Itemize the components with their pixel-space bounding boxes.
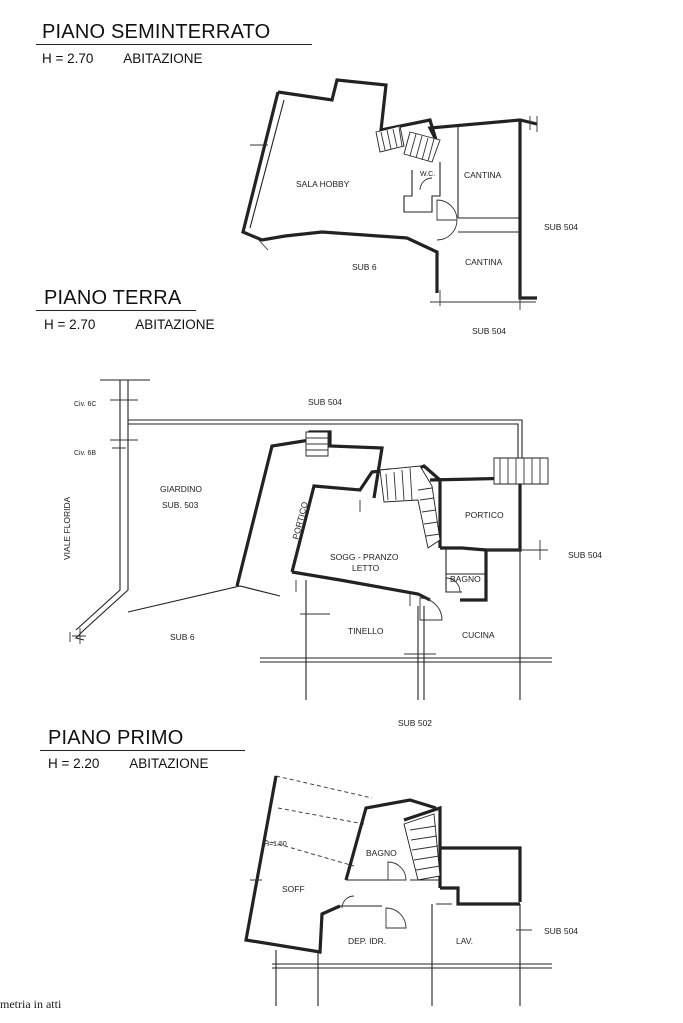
room-label-portico: PORTICO [290,500,310,541]
room-label-tinello: TINELLO [348,626,384,636]
room-label-bagno: BAGNO [450,574,481,584]
neighbour-label-sub-502: SUB 502 [398,718,433,728]
partition [276,904,520,1006]
floor-use: ABITAZIONE [129,756,209,771]
door-swing [386,908,406,928]
civic-number-6c: Civ. 6C [74,401,97,408]
floor-height: H = 2.20 [48,756,100,771]
civic-number-6b: Civ. 6B [74,450,97,457]
room-label-sub-503: SUB. 503 [162,500,199,510]
room-label-cantina: CANTINA [464,170,502,180]
boundary-line [272,964,552,968]
footer-note: metria in atti [0,997,62,1011]
neighbour-label-sub-6: SUB 6 [170,632,195,642]
stair-block [404,814,440,880]
floor-height: H = 2.70 [42,51,94,66]
room-label-letto: LETTO [352,563,380,573]
floor-height: H = 2.70 [44,317,96,332]
floor-title-primo: PIANO PRIMO [48,727,184,749]
room-label-sala-hobby: SALA HOBBY [296,179,350,189]
roof-slope-dashed [264,776,372,866]
neighbour-label-sub-504: SUB 504 [544,926,579,936]
room-label-lav: LAV. [456,936,474,946]
neighbour-label-sub-504: SUB 504 [308,397,343,407]
room-label-giardino: GIARDINO [160,484,203,494]
neighbour-label-sub-504: SUB 504 [544,222,579,232]
room-label-dep-idr: DEP. IDR. [348,936,387,946]
wall-outline [440,848,520,904]
room-label-wc: W.C. [420,171,436,178]
height-note: H=1.50 [264,841,287,848]
wall-outline [246,776,340,952]
room-label-sogg-pranzo: SOGG - PRANZO [330,552,399,562]
room-label-cucina: CUCINA [462,630,495,640]
room-label-bagno: BAGNO [366,848,397,858]
neighbour-label-sub-504: SUB 504 [472,326,507,336]
neighbour-label-sub-504: SUB 504 [568,550,603,560]
neighbour-label-sub-6: SUB 6 [352,262,377,272]
street-label-viale-florida: VIALE FLORIDA [62,496,72,560]
door-swing [388,862,406,880]
room-label-soff: SOFF [282,884,305,894]
partition [340,880,440,906]
floor-title-terra: PIANO TERRA [44,287,182,309]
floor-use: ABITAZIONE [123,51,203,66]
room-label-portico: PORTICO [465,510,504,520]
floor-title-seminterrato: PIANO SEMINTERRATO [42,21,271,43]
floor-use: ABITAZIONE [135,317,215,332]
room-label-cantina: CANTINA [465,257,503,267]
